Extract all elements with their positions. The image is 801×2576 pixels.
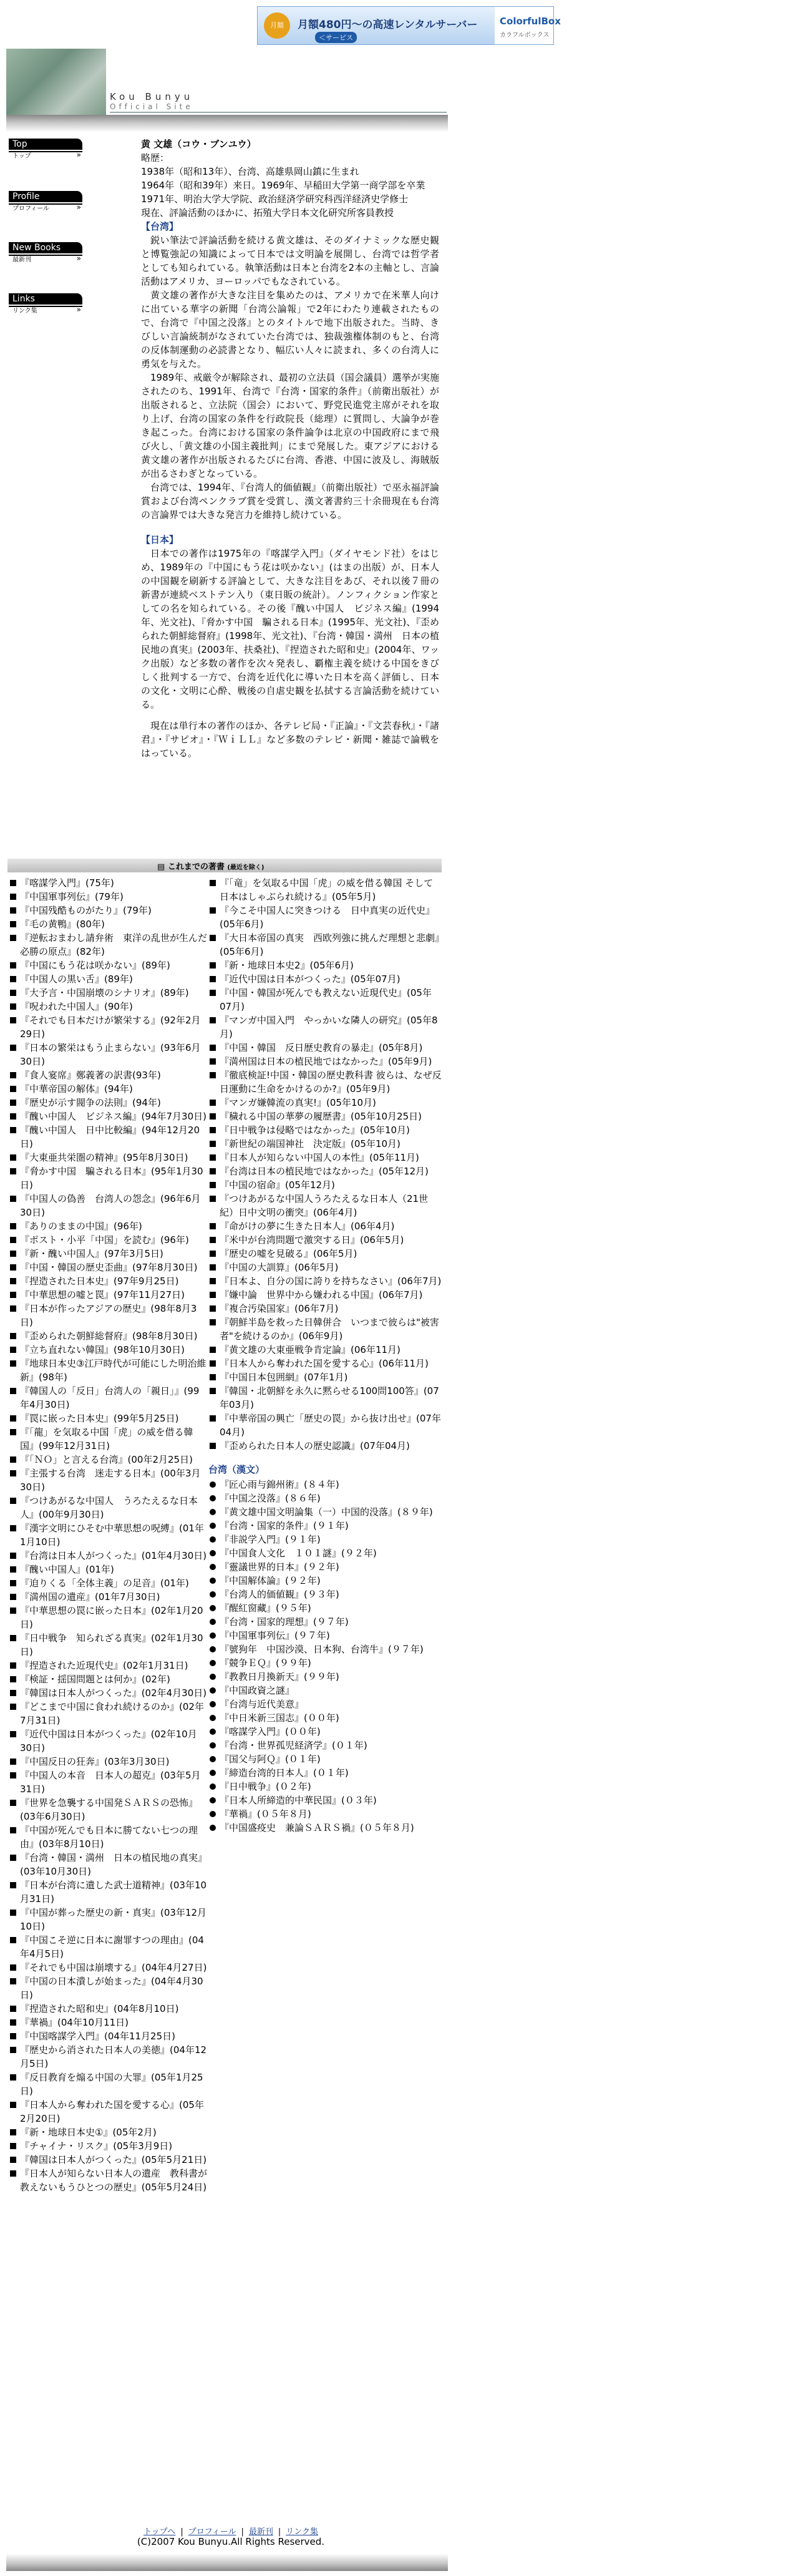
book-list-item: 『新世紀の端国神社 決定版』(05年10月) [208, 1137, 442, 1151]
book-list-item: 『歪められた朝鮮総督府』(98年8月30日) [9, 1329, 207, 1343]
nav-newbooks-button[interactable] [9, 242, 82, 263]
book-list-item: 『韓国人の「反日」台湾人の「親日」』(99年4月30日) [9, 1384, 207, 1412]
book-list-item: 『中国にもう花は咲かない』(89年) [9, 959, 207, 972]
book-list-item: 『中国之没落』(８６年) [208, 1491, 442, 1505]
book-list-item: 『つけあがるな中国人うろたえるな日本人（21世紀）日中文明の衝突』(06年4月) [208, 1192, 442, 1219]
book-list-item: 『それでも日本だけが繁栄する』(92年2月29日) [9, 1013, 207, 1041]
site-subtitle: Official Site [110, 102, 193, 111]
book-list-item: 『韓国は日本人がつくった』(02年4月30日) [9, 1686, 207, 1700]
footer-stripe [6, 2554, 448, 2571]
taiwan-paragraph: 鋭い筆法で評論活動を続ける黄文雄は、そのダイナミックな歴史観と博覧強記の知識によって日本では文明論を展開し、台湾では哲学者としても知られている。執筆活動は日本と台湾を2本の主軸とし、言論活動はアメリカ、ヨーロッパでもなされている。 [141, 235, 439, 287]
books-heading: ▤ これまでの著書 (最近を除く) [157, 862, 265, 872]
book-list-item: 『それでも中国は崩壊する』(04年4月27日) [9, 1961, 207, 1974]
book-list-item: 『台湾・世界孤児経済学』(０１年) [208, 1739, 442, 1752]
book-list-item: 『華禍』(０５年８月) [208, 1807, 442, 1821]
book-list-item: 『大予言・中国崩壊のシナリオ』(89年) [9, 986, 207, 1000]
book-list-item: 『国父与阿Ｑ』(０１年) [208, 1752, 442, 1766]
kanbun-heading: 台湾（漢文） [208, 1464, 265, 1475]
book-list-item: 『醜い中国人 日中比較編』(94年12月20日) [9, 1123, 207, 1151]
book-list-item: 『中国・韓国が死んでも教えない近現代史』(05年07月) [208, 986, 442, 1013]
header-rule [110, 112, 447, 113]
book-list-item: 『反日教育を煽る中国の大罪』(05年1月25日) [9, 2071, 207, 2098]
book-list-item: 『黄文雄の大東亜戦争肯定論』(06年11月) [208, 1343, 442, 1357]
book-list-item: 『日本の繁栄はもう止まらない』(93年6月30日) [9, 1041, 207, 1068]
book-list-item: 『日本人から奪われた国を愛する心』(06年11月) [208, 1357, 442, 1370]
ad-logo: ColorfulBox [500, 16, 561, 27]
books-list-right [208, 876, 442, 1835]
footer-link-links[interactable]: リンク集 [286, 2527, 318, 2537]
book-list-item: 『捏造された昭和史』(04年8月10日) [9, 2002, 207, 2016]
footer-nav: トップへ | プロフィール | 最新刊 | リンク集 [143, 2527, 318, 2537]
ad-banner[interactable] [257, 6, 561, 45]
book-list-item: 『世界を急襲する中国発ＳＡＲＳの恐怖』(03年6月30日) [9, 1796, 207, 1823]
book-list-item: 『捏造された日本史』(97年9月25日) [9, 1274, 207, 1288]
nav-links-label: Links [9, 293, 82, 305]
book-list-item: 『脅かす中国 騙される日本』(95年1月30日) [9, 1164, 207, 1192]
book-list-item: 『中国喀謀学入門』(04年11月25日) [9, 2029, 207, 2043]
book-list-item: 『穢れる中国の華夢の履歴書』(05年10月25日) [208, 1110, 442, 1123]
book-list-item: 『新・醜い中国人』(97年3月5日) [9, 1247, 207, 1261]
book-list-item: 『近代中国は日本がつくった』(05年07月) [208, 972, 442, 986]
book-icon: ▤ [157, 862, 168, 872]
japan-paragraph: 日本での著作は1975年の『喀謀学入門』（ダイヤモンド社）をはじめ、1989年の『中国にもう花は咲かない』(はまの出版）が、日本人の中国観を刷新する評論として、大きな注目をあび、それ以後７冊の新書が連続ベストテン入り（東日販の統計）。ノンフィクション作家としての名を知られている。その後『醜い中国人 ビジネス編』(1994年、光文社)、『脅かす中国 騙される日本』(1995年、光文社)、『歪められた朝鮮総督府』(1998年、光文社)、『台湾・韓国・満州 日本の植民地の真実』(2003年、扶桑社)、『捏造された昭和史』(2004年、ワック出版）など多数の著作を次々発表し、覇権主義を続ける中国をきびしく批判する一方で、台湾を近代化に導いた日本を高く評価し、日本の文化・文明に心酔、戦後の自虐史観を払拭する言論活動を続けている。 [141, 548, 439, 710]
book-list-item: 『靈議世界的日本』(９２年) [208, 1560, 442, 1574]
book-list-item: 『台湾は日本人がつくった』(01年4月30日) [9, 1549, 207, 1563]
footer-link-top[interactable]: トップへ [143, 2527, 176, 2537]
book-list-item: 『中国食人文化 １０１謎』(９２年) [208, 1546, 442, 1560]
book-list-item: 『立ち直れない韓国』(98年10月30日) [9, 1343, 207, 1357]
book-list-item: 『「ＮＯ」と言える台湾』(00年2月25日) [9, 1453, 207, 1466]
book-list-item: 『中華思想の罠に嵌った日本』(02年1月20日) [9, 1604, 207, 1631]
nav-top-sub: トップ » [9, 151, 82, 160]
footer-link-profile[interactable]: プロフィール [188, 2527, 236, 2537]
nav-links-button[interactable] [9, 293, 82, 315]
book-list-item: 『「龍」を気取る中国「虎」の威を借る韓国』(99年12月31日) [9, 1425, 207, 1453]
book-list-item: 『日本が作ったアジアの歴史』(98年8月3日) [9, 1302, 207, 1329]
book-list-item: 『複合汚染国家』(06年7月) [208, 1302, 442, 1315]
book-list-item: 『喀謀学入門』(75年) [9, 876, 207, 890]
book-list-item: 『罠に嵌った日本史』(99年5月25日) [9, 1412, 207, 1425]
book-list-item: 『日中戦争は侵略ではなかった』(05年10月) [208, 1123, 442, 1137]
book-list-item: 『中国が葬った歴史の新・真実』(03年12月10日) [9, 1906, 207, 1933]
book-list-item: 『中華思想の嘘と罠』(97年11月27日) [9, 1288, 207, 1302]
book-list-item: 『中日米新三国志』(００年) [208, 1711, 442, 1725]
book-list-item: 『中国残酷ものがたり』(79年) [9, 904, 207, 917]
book-list-item: 『日本人所締造的中華民国』(０３年) [208, 1793, 442, 1807]
book-list-item: 『日本人から奪われた国を愛する心』(05年2月20日) [9, 2098, 207, 2125]
book-list-item: 『中国軍事列伝』(79年) [9, 890, 207, 904]
books-heading-sub: (最近を除く) [227, 864, 265, 871]
nav-profile-sub: プロフィール » [9, 203, 82, 212]
book-list-item: 『迫りくる「全体主義」の足音』(01年) [9, 1576, 207, 1590]
book-list-item: 『中国政資之謎』 [208, 1684, 442, 1697]
book-list-item: 『朝鮮半島を救った日韓併合 いつまで彼らは"被害者"を続けるのか』(06年9月) [208, 1315, 442, 1343]
book-list-item: 『非説学入門』(９１年) [208, 1533, 442, 1546]
book-list-item: 『歴史が示す閥争の法則』(94年) [9, 1096, 207, 1110]
book-list-item: 『今こそ中国人に突きつける 日中真実の近代史』(05年6月) [208, 904, 442, 931]
book-list-item: 『地球日本史③江戸時代が可能にした明治維新』(98年) [9, 1357, 207, 1384]
book-list-item: 『逆転おまわし請弁術 東洋の乱世が生んだ必勝の原点』(82年) [9, 931, 207, 959]
book-list-item: 『中国の日本潰しが始まった』(04年4月30日) [9, 1974, 207, 2002]
books-list-kanbun [208, 1478, 442, 1835]
book-list-item: 『台湾・韓国・満州 日本の植民地の真実』(03年10月30日) [9, 1851, 207, 1878]
book-list-item: 『マンガ嫌韓流の真実!』(05年10月) [208, 1096, 442, 1110]
profile-line: 1938年（昭和13年）、台湾、高雄県岡山鎮に生まれ [141, 166, 359, 177]
nav-links-sub: リンク集 » [9, 306, 82, 315]
book-list-item: 『醜い中国人 ビジネス編』(94年7月30日) [9, 1110, 207, 1123]
japan-heading: 【日本】 [141, 534, 179, 545]
profile-section [141, 137, 439, 760]
taiwan-paragraph: 黄文雄の著作が大きな注目を集めたのは、アメリカで在米華人向けに出ている華字の新聞「台湾公論報」で2年にわたり連載されたもので、台湾で『中国之没落』とのタイトルで地下出版された。当時、きびしい言論統制がなされていた台湾では、独裁強権体制のもと、台湾の反体制運動の必読書となり、幅広い人々に読まれ、多くの台湾人に勇気を与えた。 [141, 290, 439, 369]
book-list-item: 『中国軍事列伝』(９７年) [208, 1629, 442, 1642]
book-list-item: 『中国が死んでも日本に勝てない七つの理由』(03年8月10日) [9, 1823, 207, 1851]
book-list-item: 『中華帝国の解体』(94年) [9, 1082, 207, 1096]
book-list-item: 『華禍』(04年10月11日) [9, 2016, 207, 2029]
book-list-item: 『台湾与近代美意』 [208, 1697, 442, 1711]
book-list-item: 『中国人の黒い舌』(89年) [9, 972, 207, 986]
book-list-item: 『台湾は日本の植民地ではなかった』(05年12月) [208, 1164, 442, 1178]
book-list-item: 『中国人の偽善 台湾人の怨念』(96年6月30日) [9, 1192, 207, 1219]
books-list-japanese [208, 876, 442, 1453]
profile-line: 略歴： [141, 152, 170, 163]
book-list-item: 『中国・韓国 反日歴史教育の暴走』(05年8月) [208, 1041, 442, 1055]
book-list-item: 『「竜」を気取る中国「虎」の威を借る韓国 そして日本はしゃぶられ続ける』(05年5月) [208, 876, 442, 904]
book-list-item: 『韓国は日本人がつくった』(05年5月21日) [9, 2153, 207, 2167]
book-list-item: 『中国の大訓算』(06年5月) [208, 1261, 442, 1274]
nav-top-label: Top [9, 139, 82, 150]
book-list-item: 『台湾・国家的理想』(９７年) [208, 1615, 442, 1629]
book-list-item: 『命がけの夢に生きた日本人』(06年4月) [208, 1219, 442, 1233]
book-list-item: 『中国盛疫史 兼論ＳＡＲＳ禍』(０５年８月) [208, 1821, 442, 1835]
japan-paragraph: 現在は単行本の著作のほか、各テレビ局・『正論』・『文芸春秋』・『諸君』・『サピオ』・『ＷｉＬＬ』など多数のテレビ・新聞・雑誌で論戦をはっている。 [141, 720, 439, 759]
book-list-item: 『日中戦争 知られざる真実』(02年1月30日) [9, 1631, 207, 1659]
book-list-item: 『日本人が知らない日本人の遺産 教科書が教えないもうひとつの歴史』(05年5月24日) [9, 2167, 207, 2194]
taiwan-heading: 【台湾】 [141, 221, 179, 232]
taiwan-paragraph: 台湾では、1994年、『台湾人的価値観』（前衛出版社）で巫永福評論賞および台湾ペンクラブ賞を受賞し、漢文著書約三十余冊現在も台湾の言論界では大きな発言力を維持し続けている。 [141, 482, 439, 520]
book-list-item: 『満州国は日本の植民地ではなかった』(05年9月) [208, 1055, 442, 1068]
ad-badge: 月額 [264, 12, 290, 39]
book-list-item: 『満州国の遺産』(01年7月30日) [9, 1590, 207, 1604]
book-list-item: 『匠心雨与錦州術』(８４年) [208, 1478, 442, 1491]
book-list-item: 『中華帝国の興亡「歴史の罠」から抜け出せ』(07年04月) [208, 1412, 442, 1439]
site-name: Kou Bunyu [110, 91, 194, 102]
nav-profile-label: Profile [9, 191, 82, 202]
book-list-item: 『大日本帝国の真実 西欧列強に挑んだ理想と悲劇』(05年6月) [208, 931, 442, 959]
book-list-item: 『毛の黄鴨』(80年) [9, 917, 207, 931]
book-list-item: 『教教日月換新天』(９９年) [208, 1670, 442, 1684]
book-list-item: 『歴史の嘘を見破る』(06年5月) [208, 1247, 442, 1261]
book-list-item: 『嫌中論 世界中から嫌われる中国』(06年7月) [208, 1288, 442, 1302]
book-list-item: 『歪められた日本人の歴史認識』(07年04月) [208, 1439, 442, 1453]
books-list-left [9, 876, 207, 2194]
book-list-item: 『黄文雄中国文明論集（一）中国的没落』(８９年) [208, 1505, 442, 1519]
book-list-item: 『捏造された近現代史』(02年1月31日) [9, 1659, 207, 1672]
book-list-item: 『食人宴席』鄭義著の訳書(93年) [9, 1068, 207, 1082]
book-list-item: 『締造台湾的日本人』(０１年) [208, 1766, 442, 1780]
ad-headline: 月額480円〜の高速レンタルサーバー [298, 19, 478, 31]
book-list-item: 『漢字文明にひそむ中華思想の呪縛』(01年1月10日) [9, 1521, 207, 1549]
book-list-item: 『歴史から消された日本人の美徳』(04年12月5日) [9, 2043, 207, 2071]
book-list-item: 『検証・揺国問題とは何か』(02年) [9, 1672, 207, 1686]
book-list-item: 『喀謀学入門』(００年) [208, 1725, 442, 1739]
book-list-item: 『どこまで中国に食われ続けるのか』(02年7月31日) [9, 1700, 207, 1727]
book-list-item: 『日中戦争』(０２年) [208, 1780, 442, 1793]
book-list-item: 『競争ＥＱ』(９９年) [208, 1656, 442, 1670]
nav-newbooks-sub: 最新刊 » [9, 255, 82, 263]
taiwan-paragraph: 1989年、戒厳令が解除され、最初の立法員（国会議員）選挙が実施されたのち、1991年、台湾で『台湾・国家的条件』（前衛出版社）が出版されると、立法院（国会）において、野党民進党主席がそれを取り上げ、台湾の国家の条件を行政院長（総理）に質問し、大論争が巻き起こった。台湾における国家の条件論争は北京の中国政府にまで飛び火し、「黄文雄の小国主義批判」にまで発展した。東アジアにおける黄文雄の著作が出版されるたびに台湾、香港、中国に波及し、海賊版が出るさわぎとなっている。 [141, 372, 439, 479]
book-list-item: 『中国こそ逆に日本に謝罪すつの理由』(04年4月5日) [9, 1933, 207, 1961]
nav-profile-button[interactable] [9, 191, 82, 212]
book-list-item: 『新・地球日本史①』(05年2月) [9, 2125, 207, 2139]
book-list-item: 『米中が台湾問題で激突する日』(06年5月) [208, 1233, 442, 1247]
book-list-item: 『醜い中国人』(01年) [9, 1563, 207, 1576]
book-list-item: 『中国日本包囲網』(07年1月) [208, 1370, 442, 1384]
book-list-item: 『新・地球日本史2』(05年6月) [208, 959, 442, 972]
site-header [6, 49, 448, 132]
book-list-item: 『徹底検証!中国・韓国の歴史教科書 彼らは、なぜ反日運動に生命をかけるのか?』(05年9月) [208, 1068, 442, 1096]
nav-newbooks-label: New Books [9, 242, 82, 253]
header-stripe [6, 115, 448, 132]
book-list-item: 『中国反日の狂奔』(03年3月30日) [9, 1755, 207, 1769]
book-list-item: 『大東亜共栄圏の精神』(95年8月30日) [9, 1151, 207, 1164]
book-list-item: 『マンガ中国入門 やっかいな隣人の研究』(05年8月) [208, 1013, 442, 1041]
footer-link-newbooks[interactable]: 最新刊 [248, 2527, 273, 2537]
book-list-item: 『ポスト・小平「中国」を読む』(96年) [9, 1233, 207, 1247]
book-list-item: 『主張する台湾 迷走する日本』(00年3月30日) [9, 1466, 207, 1494]
book-list-item: 『チャイナ・リスク』(05年3月9日) [9, 2139, 207, 2153]
ad-logo-sub: カラフルボックス [500, 32, 550, 39]
book-list-item: 『近代中国は日本がつくった』(02年10月30日) [9, 1727, 207, 1755]
ad-subtext: ＜サービス [315, 32, 357, 43]
book-list-item: 『中国・韓国の歴史歪曲』(97年8月30日) [9, 1261, 207, 1274]
profile-line: 1971年、明治大学大学院、政治経済学研究科西洋経済史学修士 [141, 193, 409, 205]
book-list-item: 『日本が台湾に遺した武士道精神』(03年10月31日) [9, 1878, 207, 1906]
profile-line: 1964年（昭和39年）来日。1969年、早稲田大学第一商学部を卒業 [141, 180, 425, 191]
books-divider [7, 859, 442, 872]
book-list-item: 『醒紅窗藏』(９５年) [208, 1601, 442, 1615]
book-list-item: 『韓国・北朝鮮を永久に黙らせる100問100答』(07年03月) [208, 1384, 442, 1412]
book-list-item: 『日本人が知らない中国人の本性』(05年11月) [208, 1151, 442, 1164]
book-list-item: 『號狗年 中国沙漠、日本狗、台湾牛』(９７年) [208, 1642, 442, 1656]
book-list-item: 『中国の宿命』(05年12月) [208, 1178, 442, 1192]
nav-top-button[interactable] [9, 139, 82, 160]
profile-line: 現在、評論活動のほかに、拓殖大学日本文化研究所客員教授 [141, 207, 394, 218]
book-list-item: 『中国解体論』(９２年) [208, 1574, 442, 1588]
book-list-item: 『中国人の本音 日本人の超克』(03年5月31日) [9, 1769, 207, 1796]
header-photo [6, 49, 106, 115]
profile-title: 黄 文雄（コウ・ブンユウ） [141, 139, 256, 150]
ad-main[interactable] [258, 7, 495, 44]
book-list-item: 『台湾・国家的条件』(９１年) [208, 1519, 442, 1533]
book-list-item: 『呪われた中国人』(90年) [9, 1000, 207, 1013]
copyright: (C)2007 Kou Bunyu.All Rights Reserved. [137, 2536, 325, 2547]
book-list-item: 『台湾人的価値観』(９３年) [208, 1588, 442, 1601]
ad-logo-box[interactable] [495, 7, 561, 44]
book-list-item: 『ありのままの中国』(96年) [9, 1219, 207, 1233]
book-list-item: 『日本よ、自分の国に誇りを持ちなさい』(06年7月) [208, 1274, 442, 1288]
book-list-item: 『つけあがるな中国人 うろたえるな日本人』(00年9月30日) [9, 1494, 207, 1521]
